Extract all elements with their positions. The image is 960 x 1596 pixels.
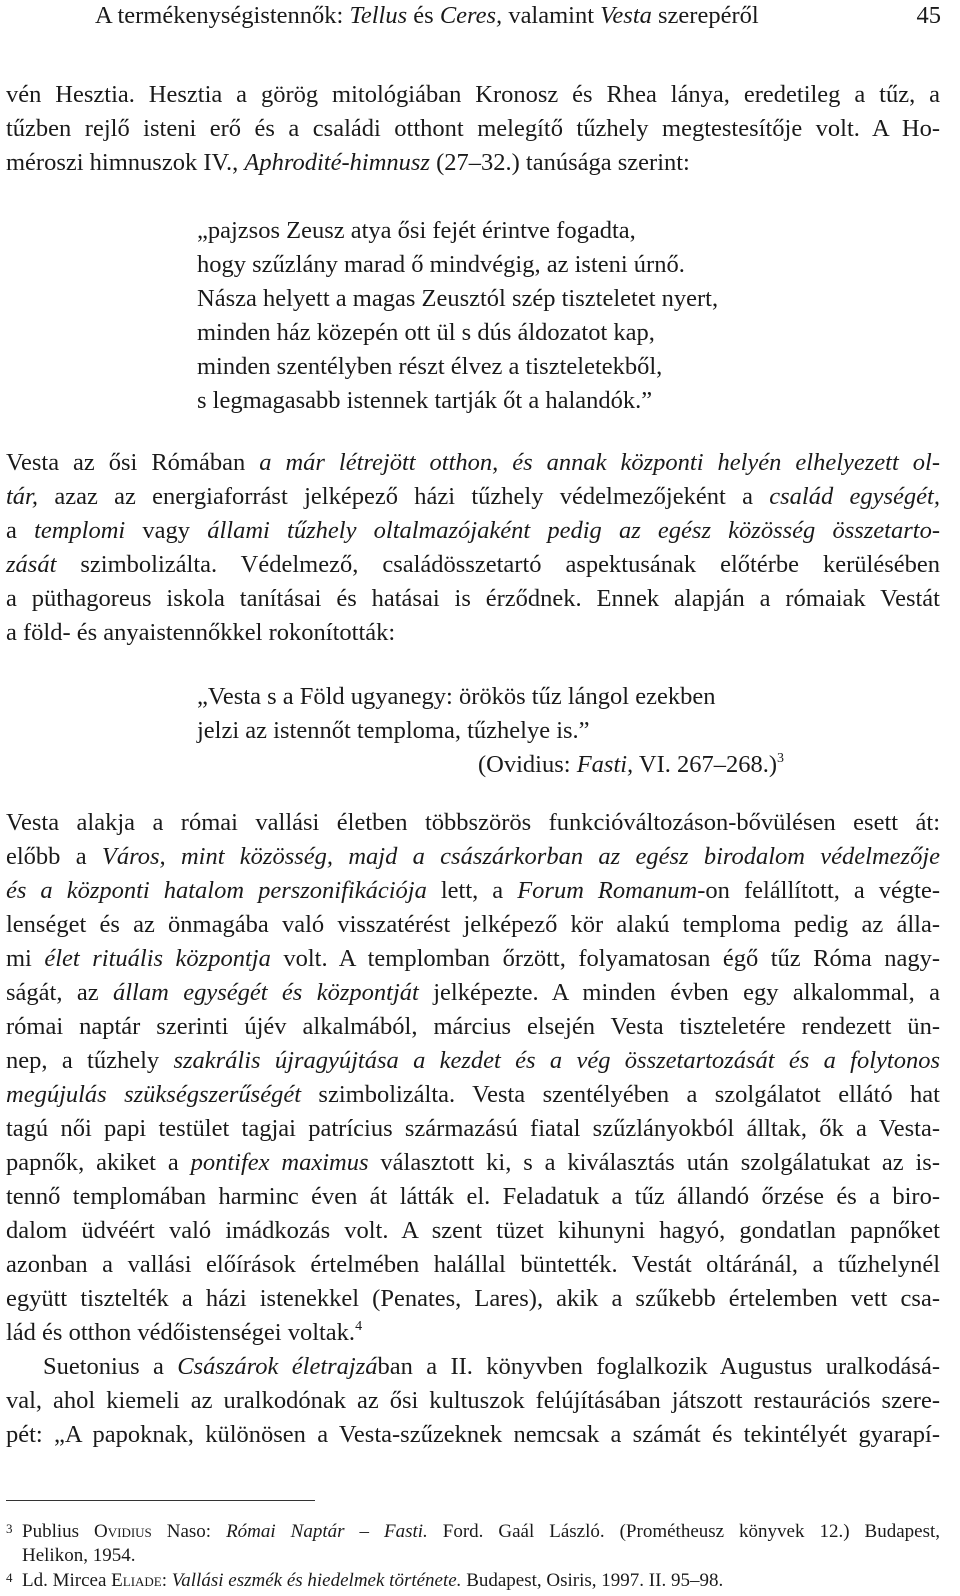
page-number: 45 <box>916 2 941 29</box>
text-line: tagú női papi testület tagjai patrícius származású fiatal szűzlányokból álltak, ők a Vesta- <box>6 1115 940 1142</box>
text-line: vén Hesztia. Hesztia a görög mitológiában Kronosz és Rhea lánya, eredetileg a tűz, a <box>6 81 940 108</box>
footnote-text: Publius Ovidius Naso: Római Naptár – Fasti. Ford. Gaál László. (Prométheusz könyvek 12.) Budapest, <box>22 1521 940 1542</box>
footnote-4 <box>6 1569 940 1593</box>
text-line: a püthagoreus iskola tanításai és hatásai is érződnek. Ennek alapján a rómaiak Vestát <box>6 585 940 612</box>
text-line: római naptár szerinti újév alkalmából, március elsején Vesta tiszteletére rendezett ün- <box>6 1013 940 1040</box>
verse-line: jelzi az istennőt temploma, tűzhelye is.” <box>197 717 590 744</box>
text-line: papnők, akiket a pontifex maximus választott ki, s a kiválasztás után szolgálatukat az is- <box>6 1149 940 1176</box>
verse-line: Násza helyett a magas Zeusztól szép tiszteletet nyert, <box>197 285 719 312</box>
text-line: azonban a vallási előírások értelmében halállal büntették. Vestát oltáránál, a tűzhelynél <box>6 1251 940 1278</box>
text-line: tűzben rejlő isteni erő és a családi otthont melegítő tűzhely megtestesítője volt. A Ho- <box>6 115 940 142</box>
running-header <box>95 2 941 38</box>
text-line: tár, azaz az energiaforrást jelképező házi tűzhely védelmezőjeként a család egységét, <box>6 483 940 510</box>
footnote-marker: 4 <box>6 1570 13 1585</box>
text-line: megújulás szükségszerűségét szimbolizálta. Vesta szentélyében a szolgálatot ellátó hat <box>6 1081 940 1108</box>
verse-line: s legmagasabb istennek tartják őt a halandók.” <box>197 387 653 414</box>
text-line: előbb a Város, mint közösség, majd a császárkorban az egész birodalom védelmezője <box>6 843 941 870</box>
text-line: Suetonius a Császárok életrajzában a II. könyvben foglalkozik Augustus uralkodásá- <box>43 1353 940 1380</box>
text-line: dalom üdvéért való imádkozás volt. A szent tüzet kihunyni hagyó, gondatlan papnőket <box>6 1217 940 1244</box>
text-line: Vesta alakja a római vallási életben többszörös funkcióváltozáson-bővülésen esett át: <box>6 809 940 836</box>
verse-line: „Vesta s a Föld ugyanegy: örökös tűz lángol ezekben <box>197 683 716 710</box>
footnote-3-continued: Helikon, 1954. <box>22 1545 136 1566</box>
text-line: ságát, az állam egységét és központját jelképezte. A minden évben egy alkalommal, a <box>6 979 940 1006</box>
footnote-rule <box>6 1500 315 1501</box>
footnote-marker: 3 <box>6 1521 13 1536</box>
text-line: zását szimbolizálta. Védelmező, családösszetartó aspektusának előtérbe kerülésében <box>6 551 940 578</box>
text-line: és a központi hatalom perszonifikációja lett, a Forum Romanum-on felállított, a végte- <box>6 877 941 904</box>
text-line: val, ahol kiemeli az uralkodónak az ősi kultuszok felújításában játszott restaurációs szere- <box>6 1387 940 1414</box>
verse-line: hogy szűzlány marad ő mindvégig, az isteni úrnő. <box>197 251 685 278</box>
text-line: lenséget és az önmagába való visszatérést jelképező kör alakú temploma pedig az álla- <box>6 911 940 938</box>
text-line: együtt tisztelték a házi istenekkel (Penates, Lares), akik a szűkebb értelemben vett csa- <box>6 1285 940 1312</box>
footnote-ref: 4 <box>355 1319 363 1334</box>
text-line: Vesta az ősi Rómában a már létrejött otthon, és annak központi helyén elhelyezett ol- <box>6 449 940 476</box>
text-line: tennő templomában harminc éven át látták el. Feladatuk a tűz állandó őrzése és a biro- <box>6 1183 940 1210</box>
quote-attribution: (Ovidius: Fasti, VI. 267–268.)$^3$ <box>478 751 785 778</box>
text-line: lád és otthon védőistenségei voltak.$^4$ <box>6 1319 363 1346</box>
verse-line: minden szentélyben részt élvez a tiszteletekből, <box>197 353 663 380</box>
text-line: mi élet rituális központja volt. A templomban őrzött, folyamatosan égő tűz Róma nagy- <box>6 945 940 972</box>
footnote-3 <box>6 1520 940 1544</box>
verse-line: minden ház közepén ott ül s dús áldozatot kap, <box>197 319 655 346</box>
text-line: a templomi vagy állami tűzhely oltalmazójaként pedig az egész közösség összetarto- <box>6 517 940 544</box>
text-line: pét: „A papoknak, különösen a Vesta-szűzeknek nemcsak a számát és tekintélyét gyarapí- <box>6 1421 940 1448</box>
text-line: méroszi himnuszok IV., Aphrodité-himnusz (27–32.) tanúsága szerint: <box>6 149 690 176</box>
running-title: A termékenységistennők: Tellus és Ceres, valamint Vesta szerepéről <box>95 2 759 29</box>
footnote-ref: 3 <box>777 751 785 766</box>
verse-line: „pajzsos Zeusz atya ősi fejét érintve fogadta, <box>197 217 636 244</box>
text-line: a föld- és anyaistennőkkel rokonították: <box>6 619 396 646</box>
text-line: nep, a tűzhely szakrális újragyújtása a kezdet és a vég összetartozását és a folytonos <box>6 1047 940 1074</box>
footnote-text: Ld. Mircea Eliade: Vallási eszmék és hiedelmek története. Budapest, Osiris, 1997. II. 95–98. <box>22 1570 724 1591</box>
